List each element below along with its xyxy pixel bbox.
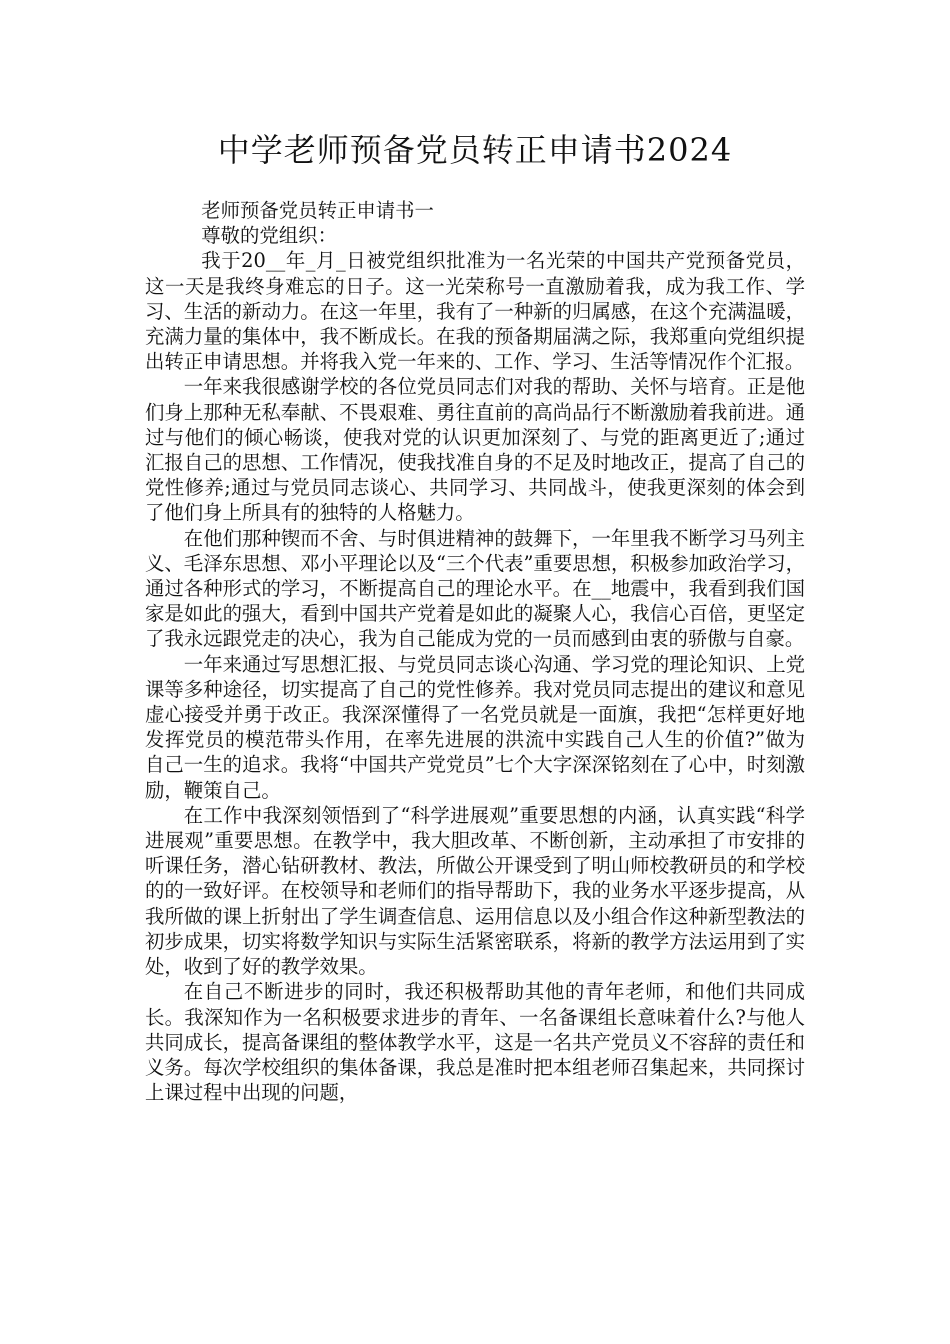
document-subtitle: 老师预备党员转正申请书一	[201, 199, 434, 222]
paragraph-6: 在自己不断进步的同时，我还积极帮助其他的青年老师，和他们共同成长。我深知作为一名积极要求进步的青年、一名备课组长意味着什么?与他人共同成长，提高备课组的整体教学水平，这是一名共产党员义不容辞的责任和义务。每次学校组织的集体备课，我总是准时把本组老师召集起来，共同探讨上课过程中出现的问题，	[145, 980, 805, 1105]
document-body	[145, 198, 805, 1105]
paragraph-5: 在工作中我深刻领悟到了“科学进展观”重要思想的内涵，认真实践“科学进展观”重要思想。在教学中，我大胆改革、不断创新，主动承担了市安排的听课任务，潜心钻研教材、教法，所做公开课受到了明山师校教研员的和学校的的一致好评。在校领导和老师们的指导帮助下，我的业务水平逐步提高，从我所做的课上折射出了学生调查信息、运用信息以及小组合作这种新型教法的初步成果，切实将数学知识与实际生活紧密联系，将新的教学方法运用到了实处，收到了好的教学效果。	[145, 803, 805, 979]
salutation: 尊敬的党组织：	[201, 224, 337, 248]
paragraph-2: 一年来我很感谢学校的各位党员同志们对我的帮助、关怀与培育。正是他们身上那种无私奉献、不畏艰难、勇往直前的高尚品行不断激励着我前进。通过与他们的倾心畅谈，使我对党的认识更加深刻了、与党的距离更近了;通过汇报自己的思想、工作情况，使我找准自身的不足及时地改正，提高了自己的党性修养;通过与党员同志谈心、共同学习、共同战斗，使我更深刻的体会到了他们身上所具有的独特的人格魅力。	[145, 375, 805, 525]
paragraph-4: 一年来通过写思想汇报、与党员同志谈心沟通、学习党的理论知识、上党课等多种途径，切实提高了自己的党性修养。我对党员同志提出的建议和意见虚心接受并勇于改正。我深深懂得了一名党员就是一面旗，我把“怎样更好地发挥党员的模范带头作用，在率先进展的洪流中实践自己人生的价值?”做为自己一生的追求。我将“中国共产党党员”七个大字深深铭刻在了心中，时刻激励，鞭策自己。	[145, 652, 805, 802]
document-title: 中学老师预备党员转正申请书2024	[217, 131, 733, 169]
paragraph-3: 在他们那种锲而不舍、与时俱进精神的鼓舞下，一年里我不断学习马列主义、毛泽东思想、邓小平理论以及“三个代表”重要思想，积极参加政治学习，通过各种形式的学习，不断提高自己的理论水平。在__地震中，我看到我们国家是如此的强大，看到中国共产党着是如此的凝聚人心，我信心百倍，更坚定了我永远跟党走的决心，我为自己能成为党的一员而感到由衷的骄傲与自豪。	[145, 526, 805, 651]
paragraph-1: 我于20__年_月_日被党组织批准为一名光荣的中国共产党预备党员，这一天是我终身难忘的日子。这一光荣称号一直激励着我，成为我工作、学习、生活的新动力。在这一年里，我有了一种新的归属感，在这个充满温暖，充满力量的集体中，我不断成长。在我的预备期届满之际，我郑重向党组织提出转正申请思想。并将我入党一年来的、工作、学习、生活等情况作个汇报。	[145, 249, 805, 374]
